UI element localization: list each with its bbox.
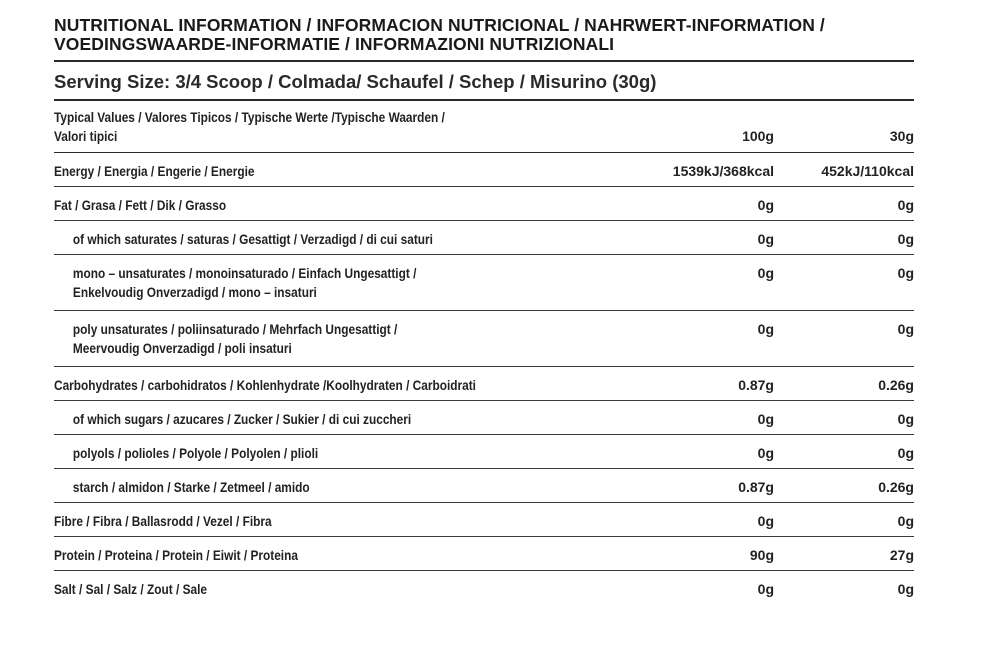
row-protein	[54, 537, 914, 571]
row-polyols	[54, 435, 914, 469]
row-fat	[54, 187, 914, 221]
value-30g: 0g	[897, 265, 914, 281]
value-100g: 0g	[757, 581, 774, 597]
value-100g: 0g	[757, 411, 774, 427]
row-label-line1: mono – unsaturates / monoinsaturado / Einfach Ungesattigt /	[72, 266, 417, 281]
value-30g: 0.26g	[878, 479, 914, 495]
value-100g: 0g	[757, 231, 774, 247]
serving-size: Serving Size: 3/4 Scoop / Colmada/ Schaufel / Schep / Misurino (30g)	[54, 62, 914, 101]
row-saturates	[54, 221, 914, 255]
table-header	[54, 101, 914, 153]
row-fibre	[54, 503, 914, 537]
row-energy	[54, 153, 914, 187]
row-label: Fibre / Fibra / Ballasrodd / Vezel / Fibra	[54, 514, 272, 529]
value-100g: 0g	[757, 513, 774, 529]
row-label: of which saturates / saturas / Gesattigt / Verzadigd / di cui saturi	[72, 232, 433, 247]
value-30g: 0g	[897, 411, 914, 427]
row-label: Carbohydrates / carbohidratos / Kohlenhydrate /Koolhydraten / Carboidrati	[54, 378, 476, 393]
row-label: Energy / Energia / Engerie / Energie	[54, 164, 255, 179]
value-30g: 0g	[897, 445, 914, 461]
row-label	[54, 320, 553, 358]
value-30g: 0g	[897, 231, 914, 247]
typical-values-label: Typical Values / Valores Tipicos / Typische Werte /Typische Waarden / Valori tipici	[54, 110, 445, 144]
row-label: of which sugars / azucares / Zucker / Sukier / di cui zuccheri	[72, 412, 412, 427]
row-label: Fat / Grasa / Fett / Dik / Grasso	[54, 198, 227, 213]
value-100g: 90g	[749, 547, 774, 563]
row-salt	[54, 571, 914, 605]
value-30g: 0g	[897, 513, 914, 529]
value-30g: 0.26g	[878, 377, 914, 393]
value-30g: 0g	[897, 321, 914, 337]
value-100g: 0.87g	[738, 479, 774, 495]
value-100g: 1539kJ/368kcal	[672, 163, 774, 179]
row-mono-unsaturates	[54, 255, 914, 311]
row-label-line2: Enkelvoudig Onverzadigd / mono – insaturi	[72, 285, 317, 300]
nutrition-label	[54, 14, 914, 605]
column-30g-header: 30g	[889, 128, 914, 144]
value-30g: 27g	[889, 547, 914, 563]
row-label: Salt / Sal / Salz / Zout / Sale	[54, 582, 207, 597]
row-starch	[54, 469, 914, 503]
row-label	[54, 264, 553, 302]
row-sugars	[54, 401, 914, 435]
row-label-line1: poly unsaturates / poliinsaturado / Mehrfach Ungesattigt /	[72, 322, 398, 337]
value-30g: 452kJ/110kcal	[821, 163, 914, 179]
row-label-line2: Meervoudig Onverzadigd / poli insaturi	[72, 341, 292, 356]
nutrition-title: NUTRITIONAL INFORMATION / INFORMACION NUTRICIONAL / NAHRWERT-INFORMATION / VOEDINGSWAARDE-INFORMATIE / INFORMAZIONI NUTRIZIONALI	[54, 14, 914, 62]
value-30g: 0g	[897, 197, 914, 213]
value-30g: 0g	[897, 581, 914, 597]
row-label: polyols / polioles / Polyole / Polyolen / plioli	[72, 446, 319, 461]
row-label: starch / almidon / Starke / Zetmeel / amido	[72, 480, 310, 495]
row-poly-unsaturates	[54, 311, 914, 367]
value-100g: 0g	[757, 265, 774, 281]
value-100g: 0g	[757, 445, 774, 461]
value-100g: 0.87g	[738, 377, 774, 393]
row-carbohydrates	[54, 367, 914, 401]
row-label: Protein / Proteina / Protein / Eiwit / Proteina	[54, 548, 298, 563]
value-100g: 0g	[757, 321, 774, 337]
value-100g: 0g	[757, 197, 774, 213]
column-100g-header: 100g	[742, 128, 774, 144]
